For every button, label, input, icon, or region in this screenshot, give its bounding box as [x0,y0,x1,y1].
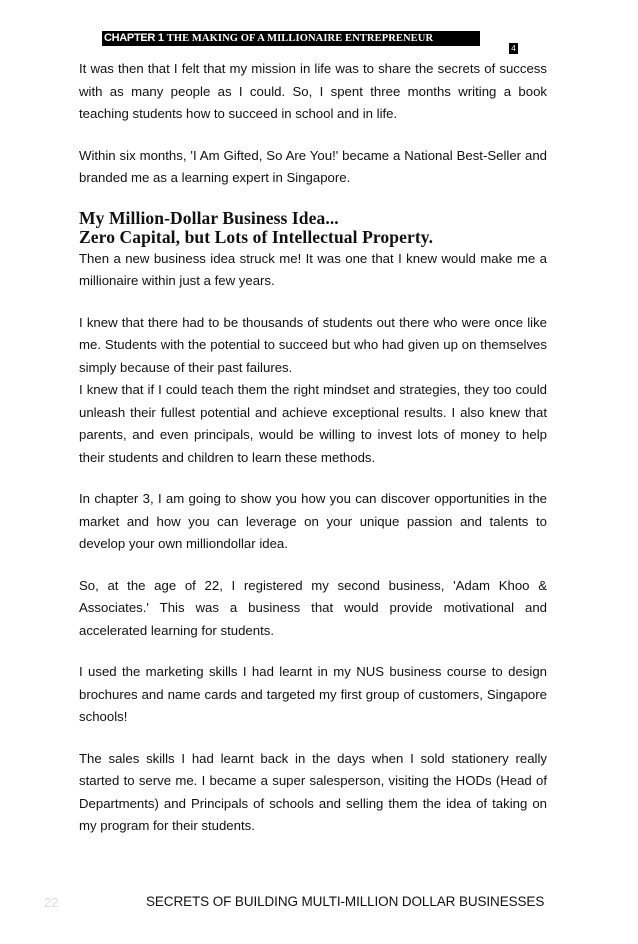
chapter-number: CHAPTER 1 [104,32,164,44]
chapter-header [102,31,480,46]
paragraph-second-business: So, at the age of 22, I registered my second business, 'Adam Khoo & Associates.' This was a business that would provide motivational and accelerated learning for students. [79,577,547,638]
paragraph-bestseller: Within six months, 'I Am Gifted, So Are You!' became a National Best-Seller and branded me as a learning expert in Singapore. [79,147,547,185]
section-heading-line-2: Zero Capital, but Lots of Intellectual Property. [79,226,434,247]
page-content [79,58,547,857]
section-heading [79,209,547,247]
paragraph-business-idea: Then a new business idea struck me! It was one that I knew would make me a millionaire within just a few years. [79,250,547,288]
paragraph-sales: The sales skills I had learnt back in the days when I sold stationery really started to serve me. I became a super salesperson, visiting the HODs (Head of Departments) and Principals of schools and selling them the idea of taking on my program for their students. [79,750,547,833]
footer-book-title: SECRETS OF BUILDING MULTI-MILLION DOLLAR BUSINESSES [146,894,545,909]
paragraph-mission: It was then that I felt that my mission in life was to share the secrets of success with as many people as I could. So, I spent three months writing a book teaching students how to succeed in school and in life. [79,61,547,121]
paragraph-chapter-3: In chapter 3, I am going to show you how you can discover opportunities in the market and how you can leverage on your unique passion and talents to develop your own milliondollar idea. [79,491,547,551]
section-heading-line-1: My Million-Dollar Business Idea... [79,207,339,228]
paragraph-students: I knew that there had to be thousands of students out there who were once like me. Students with the potential to succeed but who had given up on themselves simply because of their past failures. [79,314,547,375]
paragraph-marketing: I used the marketing skills I had learnt in my NUS business course to design brochures and name cards and targeted my first group of customers, Singapore schools! [79,664,547,724]
page-number: 22 [44,895,59,910]
chapter-title: THE MAKING OF A MILLIONAIRE ENTREPRENEUR [166,33,434,44]
paragraph-mindset: I knew that if I could teach them the right mindset and strategies, they too could unleash their fullest potential and achieve exceptional results. I also knew that parents, and even principals, would be willing to invest lots of money to help their students and children to learn these methods. [79,382,547,465]
corner-mark: 4 [509,43,518,54]
